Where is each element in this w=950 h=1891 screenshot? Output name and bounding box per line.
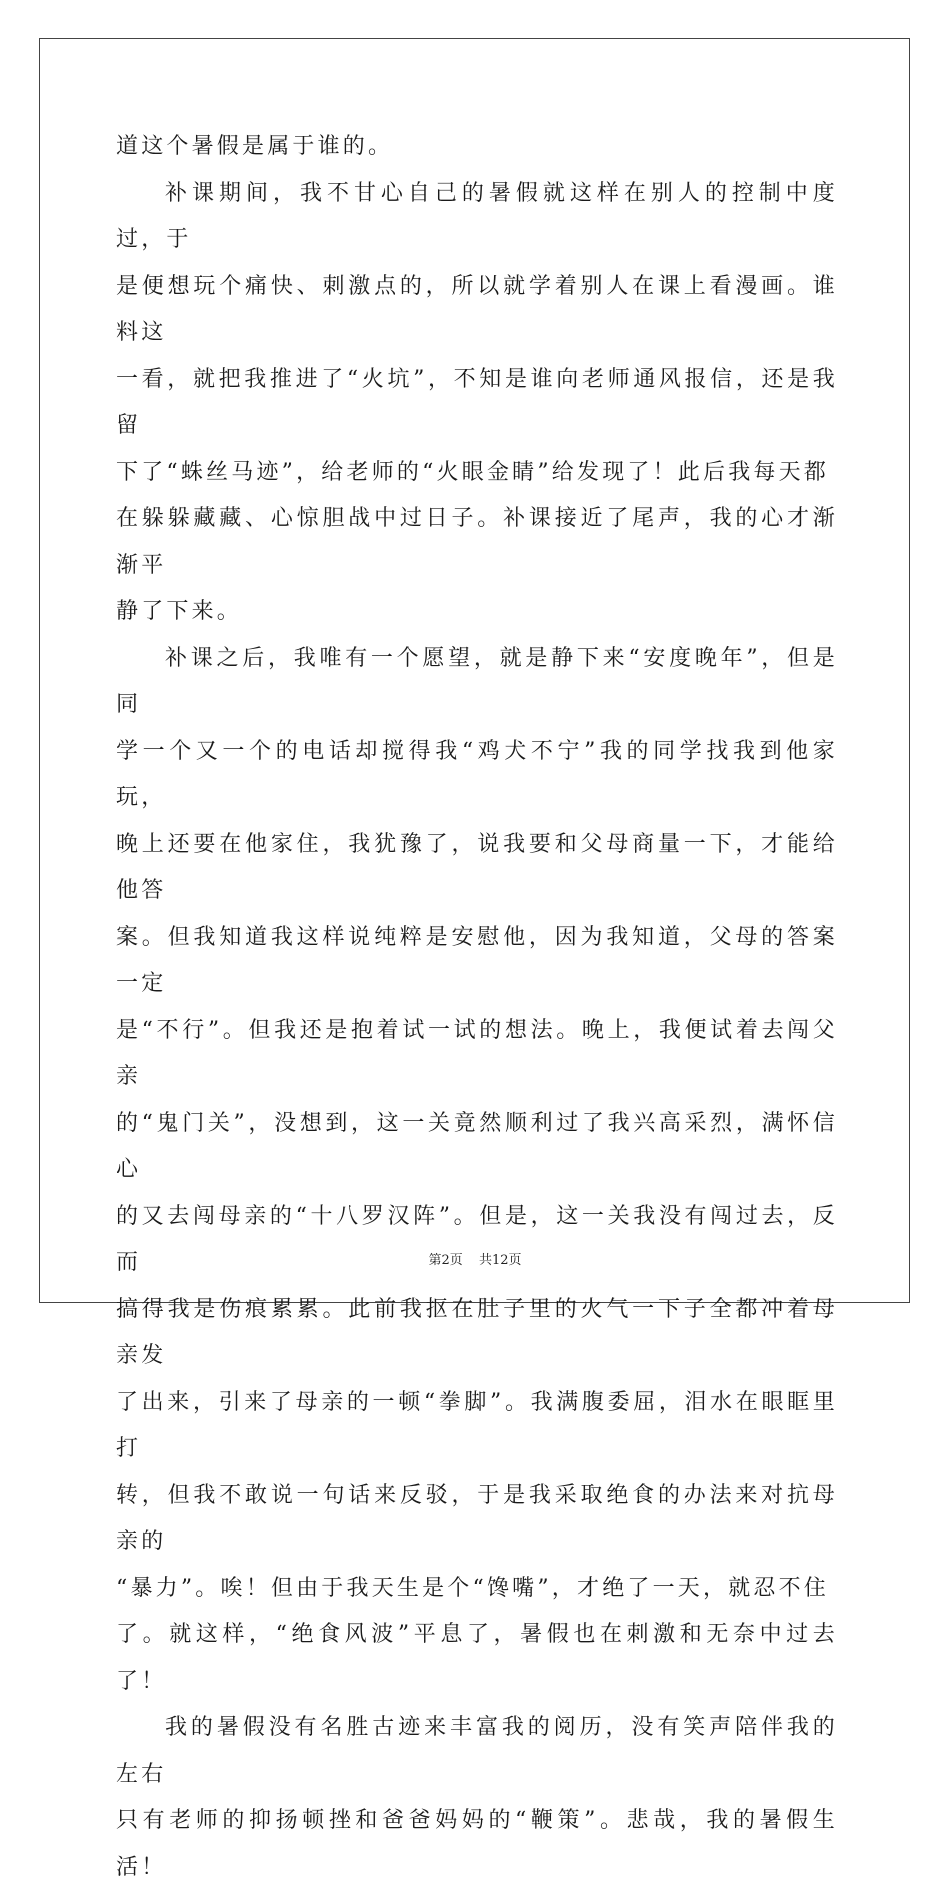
text-line: 在躲躲藏藏、心惊胆战中过日子。补课接近了尾声，我的心才渐渐平 bbox=[116, 506, 838, 578]
text-line: 案。但我知道我这样说纯粹是安慰他，因为我知道，父母的答案一定 bbox=[116, 924, 838, 996]
text-line: 是便想玩个痛快、刺激点的，所以就学着别人在课上看漫画。谁料这 bbox=[116, 273, 838, 345]
text-line: 下了“蛛丝马迹”，给老师的“火眼金睛”给发现了！此后我每天都 bbox=[116, 459, 829, 485]
page-number: 第2页 bbox=[428, 1253, 463, 1268]
document-body bbox=[116, 124, 838, 1891]
text-line: 的又去闯母亲的“十八罗汉阵”。但是，这一关我没有闯过去，反而 bbox=[116, 1203, 838, 1275]
paragraph bbox=[116, 124, 838, 171]
paragraph bbox=[116, 636, 838, 1706]
text-line: 搞得我是伤痕累累。此前我抠在肚子里的火气一下子全都冲着母亲发 bbox=[116, 1296, 838, 1368]
text-line: 学一个又一个的电话却搅得我“鸡犬不宁”我的同学找我到他家玩， bbox=[116, 738, 838, 810]
text-line: 只有老师的抑扬顿挫和爸爸妈妈的“鞭策”。悲哉，我的暑假生活！ bbox=[116, 1808, 838, 1880]
text-line: 了。就这样，“绝食风波”平息了，暑假也在刺激和无奈中过去了！ bbox=[116, 1622, 838, 1694]
text-line: 补课期间，我不甘心自己的暑假就这样在别人的控制中度过，于 bbox=[116, 180, 838, 252]
text-line: 是“不行”。但我还是抱着试一试的想法。晚上，我便试着去闯父亲 bbox=[116, 1017, 838, 1089]
text-line: 的“鬼门关”，没想到，这一关竟然顺利过了我兴高采烈，满怀信心 bbox=[116, 1110, 838, 1182]
page-total: 共12页 bbox=[478, 1253, 522, 1268]
text-line: “暴力”。唉！但由于我天生是个“馋嘴”，才绝了一天，就忍不住 bbox=[116, 1575, 829, 1601]
text-line: 道这个暑假是属于谁的。 bbox=[116, 134, 394, 159]
paragraph bbox=[116, 171, 838, 636]
text-line: 了出来，引来了母亲的一顿“拳脚”。我满腹委屈，泪水在眼眶里打 bbox=[116, 1389, 838, 1461]
text-line: 补课之后，我唯有一个愿望，就是静下来“安度晚年”，但是同 bbox=[116, 645, 838, 717]
text-line: 我的暑假没有名胜古迹来丰富我的阅历，没有笑声陪伴我的左右 bbox=[116, 1715, 838, 1787]
text-line: 静了下来。 bbox=[116, 599, 243, 624]
text-line: 一看，就把我推进了“火坑”，不知是谁向老师通风报信，还是我留 bbox=[116, 366, 838, 438]
page-footer bbox=[0, 1249, 950, 1268]
text-line: 晚上还要在他家住，我犹豫了，说我要和父母商量一下，才能给他答 bbox=[116, 831, 838, 903]
text-line: 转，但我不敢说一句话来反驳，于是我采取绝食的办法来对抗母亲的 bbox=[116, 1482, 838, 1554]
paragraph bbox=[116, 1705, 838, 1891]
